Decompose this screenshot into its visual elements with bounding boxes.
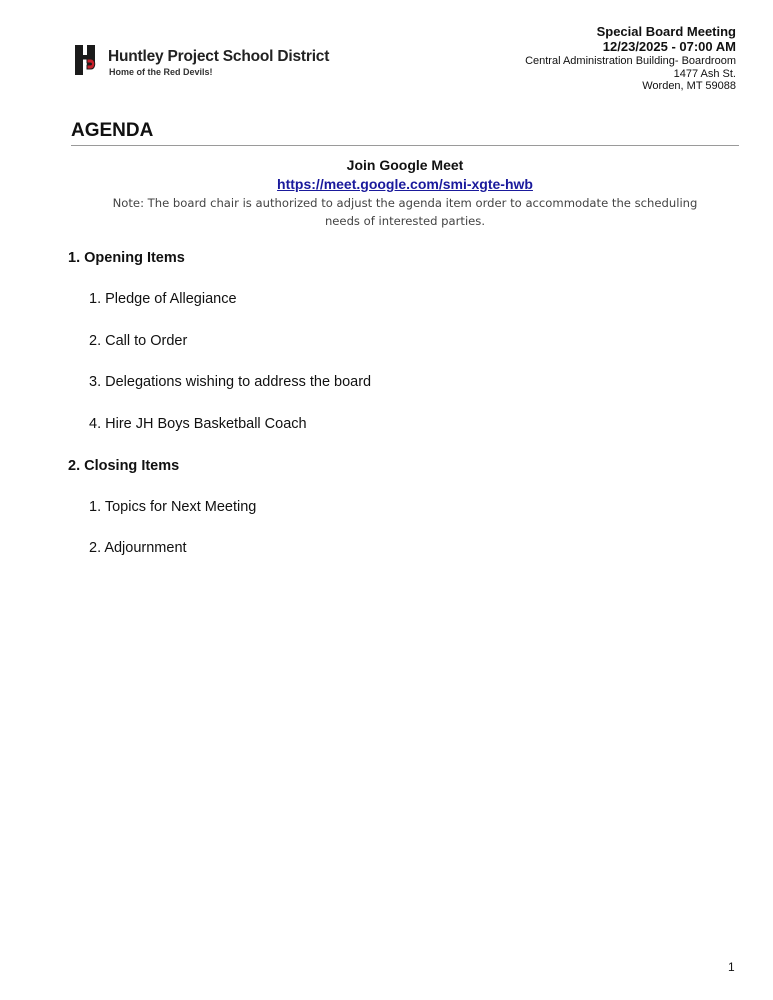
agenda-item: 1. Pledge of Allegiance <box>89 291 237 307</box>
agenda-item: 3. Delegations wishing to address the board <box>89 374 372 390</box>
address-line-2: Worden, MT 59088 <box>642 80 736 93</box>
agenda-item: 4. Hire JH Boys Basketball Coach <box>89 416 307 432</box>
agenda-item: 2. Call to Order <box>89 333 188 349</box>
meet-note: Note: The board chair is authorized to adjust the agenda item order to accommodate the scheduling needs of interested parties. <box>112 196 698 228</box>
org-name: Huntley Project School District <box>108 48 330 65</box>
meeting-info <box>525 25 736 93</box>
meeting-location: Central Administration Building- Boardroom <box>525 54 736 67</box>
meeting-type: Special Board Meeting <box>596 24 736 39</box>
agenda-item: 2. Adjournment <box>89 540 187 556</box>
meet-url-link[interactable]: https://meet.google.com/smi-xgte-hwb <box>277 176 533 192</box>
page-number: 1 <box>728 960 735 974</box>
meeting-link-block <box>71 156 739 230</box>
address-line-1: 1477 Ash St. <box>673 67 736 80</box>
agenda-item: 1. Topics for Next Meeting <box>89 499 257 515</box>
meet-heading: Join Google Meet <box>346 157 464 173</box>
title-divider <box>71 145 739 146</box>
section-opening-items: 1. Opening Items <box>68 250 185 266</box>
section-closing-items: 2. Closing Items <box>68 458 180 474</box>
page-title: AGENDA <box>71 120 154 141</box>
meeting-datetime: 12/23/2025 - 07:00 AM <box>602 38 736 54</box>
district-logo <box>73 43 97 77</box>
org-tagline: Home of the Red Devils! <box>109 67 213 77</box>
